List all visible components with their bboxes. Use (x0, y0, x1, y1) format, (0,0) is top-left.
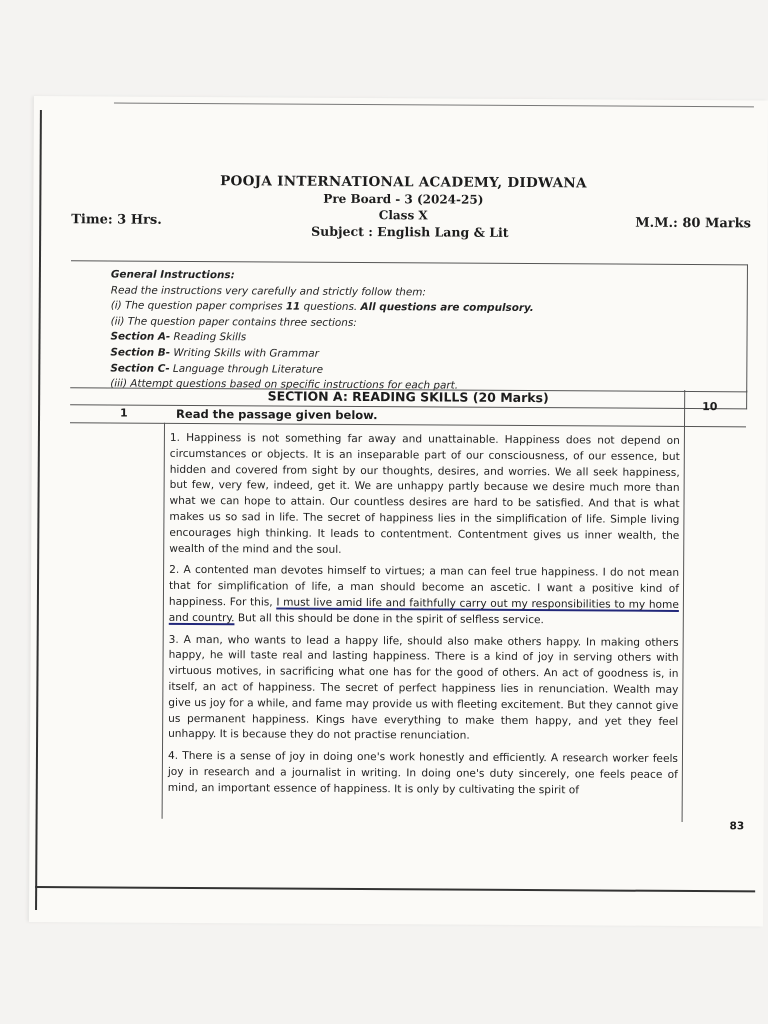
question-text: Read the passage given below. (176, 406, 378, 423)
passage-paragraph-1: 1. Happiness is not something far away and unattainable. Happiness does not depend on circumstances or objects. It is an inseparable part of our consciousness, of our essence, but hidden and covered from sight by our thoughts, desires, and worries. We all seek happiness, but few, very few, indeed, get it. We are unhappy partly because we desire much more than what we can hope to attain. Our countless desires are hard to be satisfied. And that is what makes us so sad in life. The secret of happiness lies in the simplification of life. Simple living encourages high thinking. It leads to contentment. Contentment gives us inner wealth, the wealth of the mind and the soul. (169, 431, 680, 556)
paragraph-2-end: But all this should be done in the spirit of selfless service. (234, 612, 544, 626)
instruction-ii: (ii) The question paper contains three sections: (110, 315, 357, 329)
school-name: POOJA INTERNATIONAL ACADEMY, DIDWANA (220, 173, 587, 192)
question-number: 1 (120, 406, 128, 420)
time-label: Time: 3 Hrs. (71, 212, 162, 228)
instructions-title: General Instructions: (110, 268, 235, 282)
section-b-desc: Writing Skills with Grammar (170, 346, 319, 360)
page-number: 83 (729, 820, 745, 833)
passage-paragraph-3: 3. A man, who wants to lead a happy life, should also make others happy. In making others happy, he will taste real and lasting happiness. There is a kind of joy in serving others with virtuous motives, in sacrificing what one has for the good of others. An act of goodness is, in itself, an act of happiness. The secret of perfect happiness lies in renunciation. Wealth may give us joy for a while, and fame may provide us with fleeting excitement. But they cannot give us permanent happiness. Kings have everything to make them happy, and yet they feel unhappy. It is because they do not practise renunciation. (168, 633, 679, 743)
max-marks-label: M.M.: 80 Marks (635, 215, 752, 232)
section-a-desc: Reading Skills (170, 331, 247, 344)
section-c-label: Section C- (110, 362, 170, 375)
instruction-i-prefix: (i) The question paper comprises (110, 299, 286, 313)
section-a-title: SECTION A: READING SKILLS (20 Marks) (70, 386, 747, 409)
exam-paper (29, 96, 768, 926)
paper-header (63, 166, 763, 250)
reading-passage (168, 431, 680, 806)
table-divider-left (162, 423, 165, 819)
general-instructions (70, 260, 748, 392)
section-b-label: Section B- (110, 346, 171, 359)
compulsory-note: All questions are compulsory. (360, 301, 534, 315)
question-count: 11 (285, 300, 301, 313)
question-marks: 10 (702, 400, 718, 414)
bottom-rule (35, 886, 755, 892)
paragraph-2-text: 2. A contented man devotes himself to virtues; a man can feel true happiness. I do not mean that for simplification of life, a man should become an ascetic. I want a positive kind of happiness. For this, (168, 564, 680, 609)
instruction-i-mid: questions. (300, 300, 361, 314)
instruction-read: Read the instructions very carefully and strictly follow them: (110, 284, 426, 298)
passage-paragraph-2 (169, 563, 679, 629)
left-margin-line (35, 110, 42, 910)
table-divider-right (682, 390, 686, 822)
question-row (70, 400, 746, 427)
section-a-label: Section A- (110, 330, 171, 344)
instruction-iii: (iii) Attempt questions based on specific instructions for each part. (110, 377, 459, 392)
class-label: Class X (378, 208, 428, 223)
subject-label: Subject : English Lang & Lit (311, 223, 509, 240)
top-rule (114, 102, 754, 108)
section-c-desc: Language through Literature (169, 362, 324, 376)
instructions-text (110, 267, 731, 396)
exam-name: Pre Board - 3 (2024-25) (323, 191, 484, 207)
underlined-text: I must live amid life and faithfully carry out my responsibilities to my home and country. (168, 596, 679, 624)
passage-paragraph-4: 4. There is a sense of joy in doing one's work honestly and efficiently. A research worker feels joy in research and a journalist in writing. In doing one's duty sincerely, one feels peace of mind, an important essence of happiness. It is only by cultivating the spirit of (167, 749, 678, 797)
